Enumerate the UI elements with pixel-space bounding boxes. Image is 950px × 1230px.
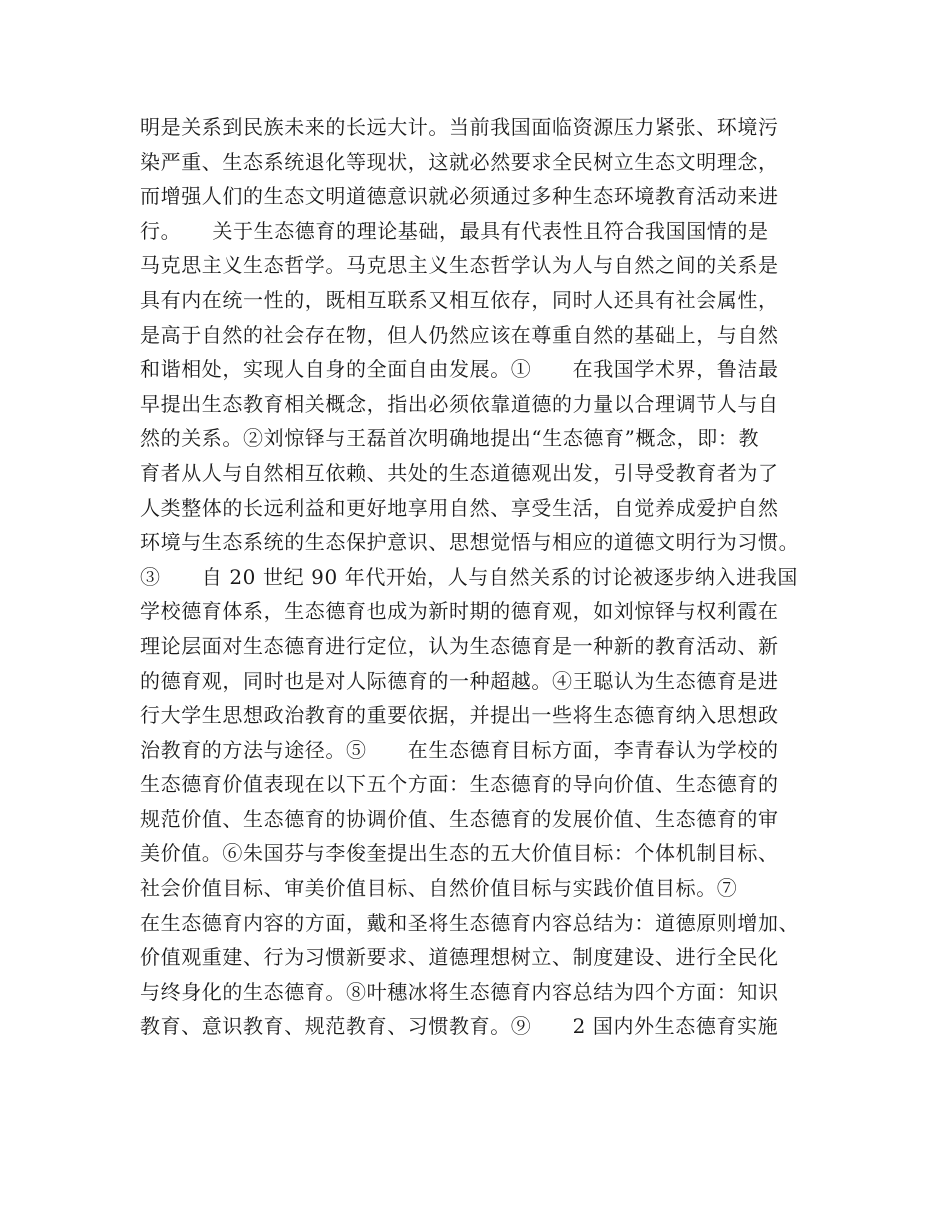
text-line-13: 环境与生态系统的生态保护意识、思想觉悟与相应的道德文明行为习惯。 xyxy=(140,530,800,555)
text-line-21: 规范价值、生态德育的协调价值、生态德育的发展价值、生态德育的审 xyxy=(140,806,779,831)
text-line-8: 和谐相处，实现人自身的全面自由发展。① 在我国学术界，鲁洁最 xyxy=(140,357,779,382)
text-line-11: 育者从人与自然相互依赖、共处的生态道德观出发，引导受教育者为了 xyxy=(140,460,779,485)
text-line-19: 治教育的方法与途径。⑤ 在生态德育目标方面，李青春认为学校的 xyxy=(140,737,779,762)
text-line-5: 马克思主义生态哲学。马克思主义生态哲学认为人与自然之间的关系是 xyxy=(140,253,779,278)
text-line-22: 美价值。⑥朱国芬与李俊奎提出生态的五大价值目标：个体机制目标、 xyxy=(140,841,779,866)
text-line-24: 在生态德育内容的方面，戴和圣将生态德育内容总结为：道德原则增加、 xyxy=(140,910,800,935)
text-line-18: 行大学生思想政治教育的重要依据，并提出一些将生态德育纳入思想政 xyxy=(140,703,779,728)
text-line-10: 然的关系。②刘惊铎与王磊首次明确地提出“生态德育”概念，即：教 xyxy=(140,426,760,451)
text-line-12: 人类整体的长远利益和更好地享用自然、享受生活，自觉养成爱护自然 xyxy=(140,495,779,520)
text-line-16: 理论层面对生态德育进行定位，认为生态德育是一种新的教育活动、新 xyxy=(140,633,779,658)
text-line-2: 染严重、生态系统退化等现状，这就必然要求全民树立生态文明理念， xyxy=(140,149,779,174)
text-line-20: 生态德育价值表现在以下五个方面：生态德育的导向价值、生态德育的 xyxy=(140,772,779,797)
text-line-25: 价值观重建、行为习惯新要求、道德理想树立、制度建设、进行全民化 xyxy=(140,945,779,970)
text-line-26: 与终身化的生态德育。⑧叶穗冰将生态德育内容总结为四个方面：知识 xyxy=(140,979,779,1004)
text-line-15: 学校德育体系，生态德育也成为新时期的德育观，如刘惊铎与权利霞在 xyxy=(140,599,779,624)
text-line-7: 是高于自然的社会存在物，但人仍然应该在尊重自然的基础上，与自然 xyxy=(140,322,779,347)
body-text xyxy=(140,110,830,1044)
text-line-27: 教育、意识教育、规范教育、习惯教育。⑨ 2 国内外生态德育实施 xyxy=(140,1014,779,1039)
text-line-9: 早提出生态教育相关概念，指出必须依靠道德的力量以合理调节人与自 xyxy=(140,391,779,416)
text-line-17: 的德育观，同时也是对人际德育的一种超越。④王聪认为生态德育是进 xyxy=(140,668,779,693)
text-line-1: 明是关系到民族未来的长远大计。当前我国面临资源压力紧张、环境污 xyxy=(140,115,779,139)
text-line-3: 而增强人们的生态文明道德意识就必须通过多种生态环境教育活动来进 xyxy=(140,184,779,209)
text-line-23: 社会价值目标、审美价值目标、自然价值目标与实践价值目标。⑦ xyxy=(140,876,738,901)
text-line-4: 行。 关于生态德育的理论基础，最具有代表性且符合我国国情的是 xyxy=(140,218,769,243)
text-line-14: ③ 自 20 世纪 90 年代开始，人与自然关系的讨论被逐步纳入进我国 xyxy=(140,564,798,589)
text-line-6: 具有内在统一性的，既相互联系又相互依存，同时人还具有社会属性， xyxy=(140,287,779,312)
